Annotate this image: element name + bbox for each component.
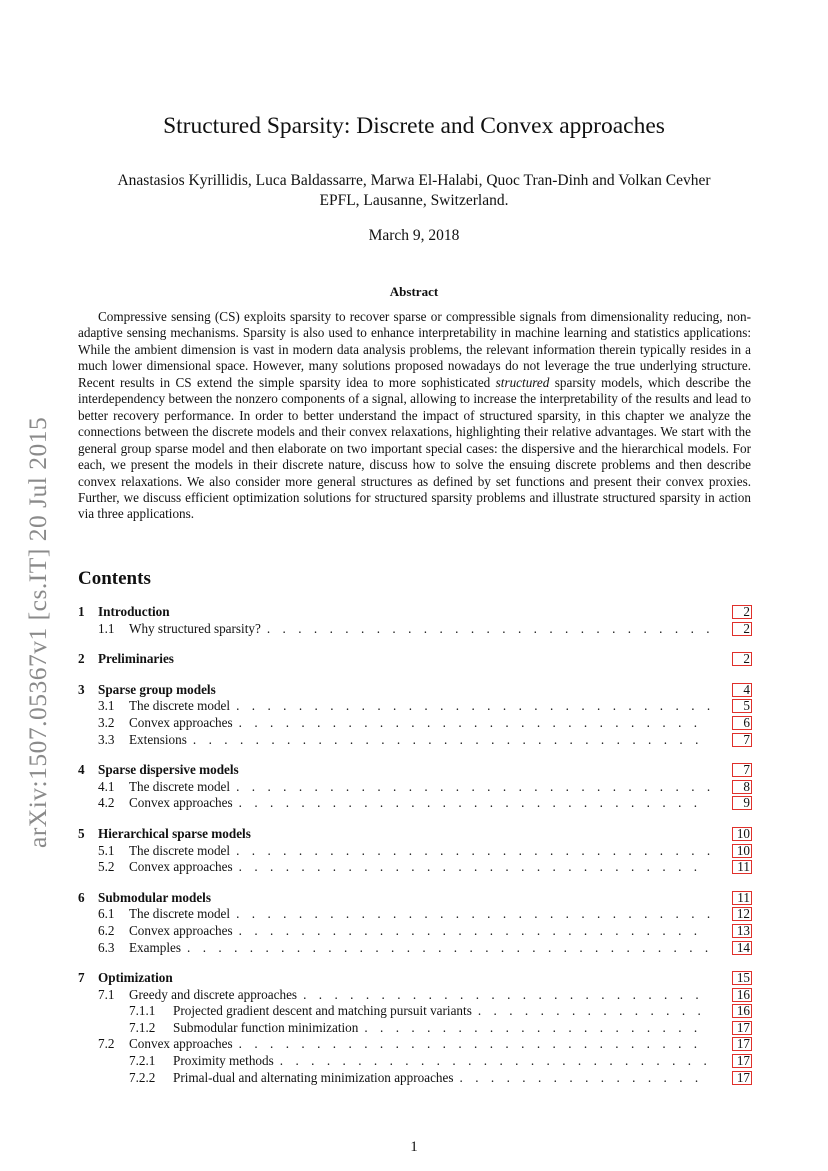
toc-entry[interactable] xyxy=(78,779,752,796)
toc-label: The discrete model xyxy=(129,698,231,714)
toc-page-link[interactable]: 17 xyxy=(732,1071,752,1085)
arxiv-identifier-stamp: arXiv:1507.05367v1 [cs.IT] 20 Jul 2015 xyxy=(23,416,52,848)
toc-entry[interactable] xyxy=(78,1036,752,1053)
toc-entry[interactable] xyxy=(78,1003,752,1020)
toc-entry[interactable] xyxy=(78,843,752,860)
toc-label: Preliminaries xyxy=(98,651,174,667)
toc-page-link[interactable]: 7 xyxy=(732,733,752,747)
toc-dot-leader xyxy=(239,1036,710,1053)
toc-entry[interactable] xyxy=(78,604,752,621)
toc-page-link[interactable]: 8 xyxy=(732,780,752,794)
toc-dot-leader xyxy=(239,715,710,732)
toc-number: 3.1 xyxy=(98,698,115,714)
toc-entry[interactable] xyxy=(78,826,752,843)
author-list: Anastasios Kyrillidis, Luca Baldassarre, Marwa El-Halabi, Quoc Tran-Dinh and Volkan Cevher xyxy=(117,172,711,189)
toc-number: 4.2 xyxy=(98,795,115,811)
toc-page-link[interactable]: 2 xyxy=(732,652,752,666)
toc-number: 3 xyxy=(78,681,85,697)
toc-number: 1.1 xyxy=(98,620,115,636)
toc-page-link[interactable]: 2 xyxy=(732,622,752,636)
contents-heading: Contents xyxy=(78,568,151,589)
table-of-contents xyxy=(78,604,752,1086)
toc-label: The discrete model xyxy=(129,778,231,794)
toc-dot-leader xyxy=(239,795,710,812)
toc-entry[interactable] xyxy=(78,1020,752,1037)
toc-entry[interactable] xyxy=(78,698,752,715)
toc-label: Sparse dispersive models xyxy=(98,762,239,778)
toc-number: 6 xyxy=(78,889,85,905)
toc-number: 7.1.1 xyxy=(129,1003,156,1019)
toc-label: Convex approaches xyxy=(129,795,233,811)
toc-entry[interactable] xyxy=(78,859,752,876)
toc-page-link[interactable]: 2 xyxy=(732,605,752,619)
toc-page-link[interactable]: 15 xyxy=(732,971,752,985)
toc-entry[interactable] xyxy=(78,732,752,749)
toc-number: 5 xyxy=(78,825,85,841)
toc-number: 4 xyxy=(78,762,85,778)
toc-page-link[interactable]: 12 xyxy=(732,907,752,921)
toc-label: Introduction xyxy=(98,604,170,619)
affiliation: EPFL, Lausanne, Switzerland. xyxy=(319,192,509,209)
toc-page-link[interactable]: 4 xyxy=(732,683,752,697)
toc-dot-leader xyxy=(478,1003,710,1020)
author-block xyxy=(0,171,828,211)
toc-label: Sparse group models xyxy=(98,681,216,697)
toc-label: Extensions xyxy=(129,731,187,747)
toc-dot-leader xyxy=(236,779,710,796)
toc-number: 5.1 xyxy=(98,842,115,858)
toc-page-link[interactable]: 11 xyxy=(732,891,752,905)
toc-page-link[interactable]: 17 xyxy=(732,1054,752,1068)
toc-entry[interactable] xyxy=(78,906,752,923)
toc-page-link[interactable]: 13 xyxy=(732,924,752,938)
toc-page-link[interactable]: 11 xyxy=(732,860,752,874)
toc-page-link[interactable]: 6 xyxy=(732,716,752,730)
toc-number: 5.2 xyxy=(98,859,115,875)
toc-entry[interactable] xyxy=(78,890,752,907)
abstract-heading: Abstract xyxy=(389,284,439,299)
toc-dot-leader xyxy=(303,987,710,1004)
toc-dot-leader xyxy=(236,906,710,923)
toc-number: 7.1 xyxy=(98,986,115,1002)
toc-dot-leader xyxy=(280,1053,710,1070)
toc-entry[interactable] xyxy=(78,970,752,987)
toc-number: 7.2.1 xyxy=(129,1053,156,1069)
toc-entry[interactable] xyxy=(78,987,752,1004)
toc-page-link[interactable]: 17 xyxy=(732,1037,752,1051)
toc-number: 2 xyxy=(78,651,85,667)
toc-number: 6.3 xyxy=(98,939,115,955)
toc-label: Projected gradient descent and matching pursuit variants xyxy=(173,1003,472,1019)
toc-entry[interactable] xyxy=(78,795,752,812)
toc-number: 1 xyxy=(78,604,85,619)
toc-dot-leader xyxy=(460,1070,710,1087)
toc-label: Hierarchical sparse models xyxy=(98,825,251,841)
toc-dot-leader xyxy=(239,859,710,876)
toc-page-link[interactable]: 9 xyxy=(732,796,752,810)
toc-label: Primal-dual and alternating minimization approaches xyxy=(173,1069,454,1085)
toc-page-link[interactable]: 14 xyxy=(732,941,752,955)
toc-entry[interactable] xyxy=(78,682,752,699)
toc-number: 6.2 xyxy=(98,922,115,938)
abstract-part-1: Compressive sensing (CS) exploits sparsity to recover sparse or compressible signals from dimensionality reducing, non-adaptive sensing mechanisms. Sparsity is also used to enhance interpretability in machine learning and statistics applications: While the ambient dimension is vast in modern data analysis problems, the relevant information therein typically resides in a much lower dimensional space. However, many solutions proposed nowadays do not leverage the true underlying structure. Recent results in CS extend the simple sparsity idea to more sophisticated xyxy=(78,309,751,390)
toc-dot-leader xyxy=(236,843,710,860)
toc-number: 7.2 xyxy=(98,1036,115,1052)
page-number: 1 xyxy=(410,1139,418,1155)
abstract-emphasis: structured xyxy=(495,374,550,390)
toc-label: Greedy and discrete approaches xyxy=(129,986,298,1002)
toc-label: Convex approaches xyxy=(129,714,233,730)
toc-entry[interactable] xyxy=(78,621,752,638)
toc-dot-leader xyxy=(193,732,710,749)
toc-label: The discrete model xyxy=(129,906,231,922)
toc-number: 6.1 xyxy=(98,906,115,922)
abstract-part-2: sparsity models, which describe the interdependency between the nonzero components of a signal, allowing to increase the interpretability of the results and lead to better recovery performance. In order to better understand the impact of structured sparsity, in this chapter we analyze the connections between the discrete models and their convex relaxations, highlighting their relative advantages. We start with the general group sparse model and then elaborate on two important special cases: the dispersive and the hierarchical models. For each, we present the models in their discrete nature, discuss how to solve the ensuing discrete problems and then describe convex relaxations. We also consider more general structures as defined by set functions and present their convex proxies. Further, we discuss efficient optimization solutions for structured sparsity problems and illustrate structured sparsity in action via three applications. xyxy=(78,374,751,522)
toc-entry[interactable] xyxy=(78,940,752,957)
toc-label: Why structured sparsity? xyxy=(129,620,261,636)
toc-label: Examples xyxy=(129,939,182,955)
toc-label: Convex approaches xyxy=(129,922,233,938)
toc-page-link[interactable]: 16 xyxy=(732,988,752,1002)
toc-dot-leader xyxy=(364,1020,710,1037)
toc-number: 4.1 xyxy=(98,778,115,794)
toc-number: 7.2.2 xyxy=(129,1069,156,1085)
toc-label: Submodular function minimization xyxy=(173,1019,359,1035)
toc-label: Optimization xyxy=(98,970,173,986)
toc-page-link[interactable]: 10 xyxy=(732,844,752,858)
toc-page-link[interactable]: 10 xyxy=(732,827,752,841)
toc-entry[interactable] xyxy=(78,1070,752,1087)
toc-page-link[interactable]: 16 xyxy=(732,1004,752,1018)
toc-entry[interactable] xyxy=(78,715,752,732)
toc-page-link[interactable]: 7 xyxy=(732,763,752,777)
abstract-text xyxy=(78,309,751,523)
toc-entry[interactable] xyxy=(78,762,752,779)
toc-page-link[interactable]: 5 xyxy=(732,699,752,713)
toc-dot-leader xyxy=(267,621,710,638)
toc-dot-leader xyxy=(239,923,710,940)
toc-label: Convex approaches xyxy=(129,859,233,875)
toc-number: 3.2 xyxy=(98,714,115,730)
toc-entry[interactable] xyxy=(78,651,752,668)
toc-number: 7 xyxy=(78,970,85,986)
toc-dot-leader xyxy=(187,940,710,957)
toc-number: 3.3 xyxy=(98,731,115,747)
toc-page-link[interactable]: 17 xyxy=(732,1021,752,1035)
toc-dot-leader xyxy=(236,698,710,715)
toc-entry[interactable] xyxy=(78,1053,752,1070)
toc-label: Submodular models xyxy=(98,889,211,905)
toc-label: The discrete model xyxy=(129,842,231,858)
paper-date: March 9, 2018 xyxy=(368,227,460,244)
paper-title: Structured Sparsity: Discrete and Convex approaches xyxy=(163,113,665,139)
toc-label: Proximity methods xyxy=(173,1053,274,1069)
toc-entry[interactable] xyxy=(78,923,752,940)
toc-number: 7.1.2 xyxy=(129,1019,156,1035)
toc-label: Convex approaches xyxy=(129,1036,233,1052)
